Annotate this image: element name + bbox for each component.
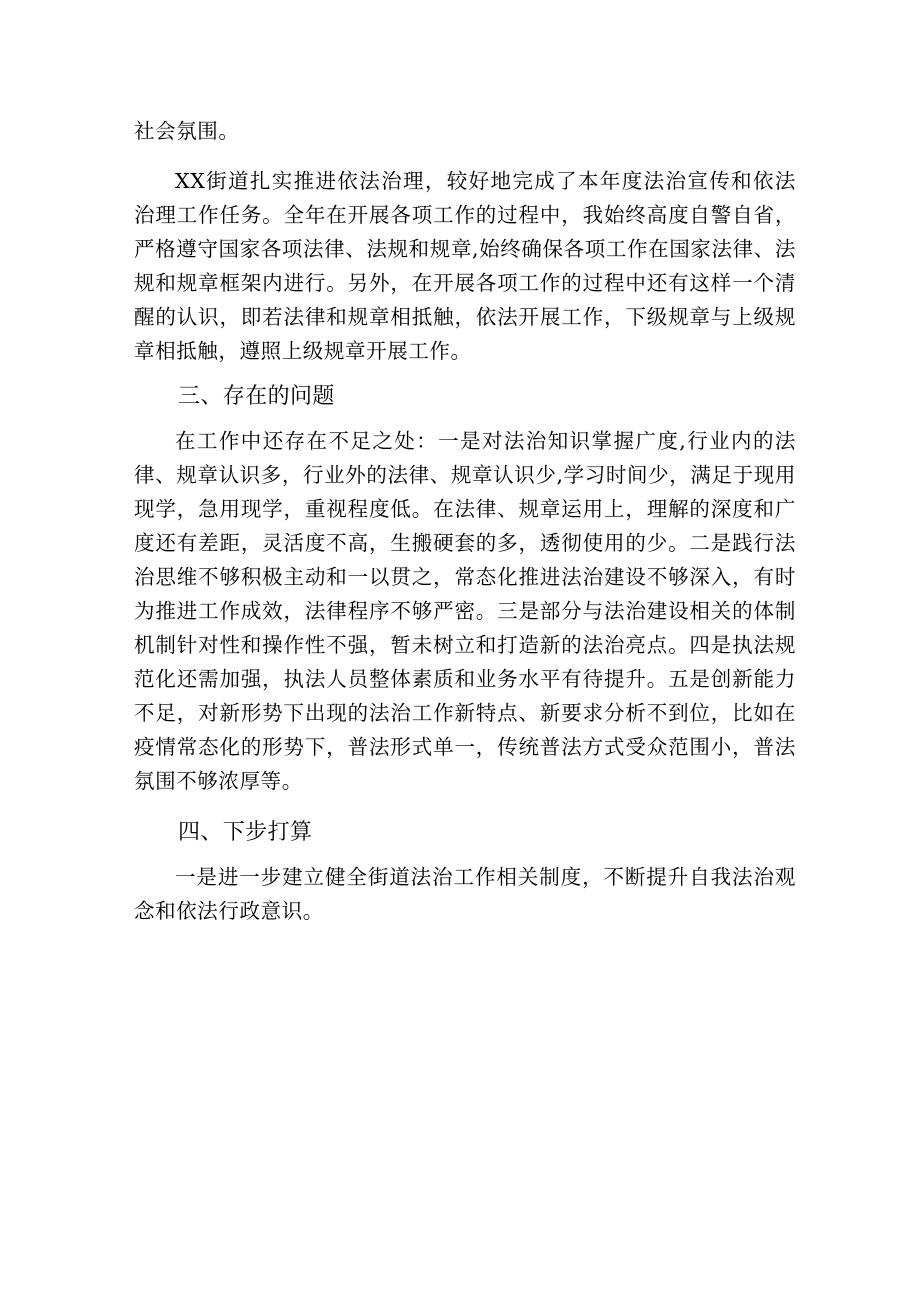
section-heading-problems: 三、存在的问题 bbox=[178, 384, 335, 409]
section-heading-next-steps: 四、下步打算 bbox=[178, 820, 313, 845]
document-body bbox=[134, 114, 796, 928]
paragraph-rule-of-law-progress: XX街道扎实推进依法治理，较好地完成了本年度法治宣传和依法治理工作任务。全年在开展各项工作的过程中，我始终高度自警自省，严格遵守国家各项法律、法规和规章,始终确保各项工作在国家法律、法规和规章框架内进行。另外，在开展各项工作的过程中还有这样一个清醒的认识，即若法律和规章相抵触，依法开展工作，下级规章与上级规章相抵触，遵照上级规章开展工作。 bbox=[134, 169, 796, 363]
paragraph-problems: 在工作中还存在不足之处：一是对法治知识掌握广度,行业内的法律、规章认识多，行业外的法律、规章认识少,学习时间少，满足于现用现学，急用现学，重视程度低。在法律、规章运用上，理解的深度和广度还有差距，灵活度不高，生搬硬套的多，透彻使用的少。二是践行法治思维不够积极主动和一以贯之，常态化推进法治建设不够深入，有时为推进工作成效，法律程序不够严密。三是部分与法治建设相关的体制机制针对性和操作性不强，暂未树立和打造新的法治亮点。四是执法规范化还需加强，执法人员整体素质和业务水平有待提升。五是创新能力不足，对新形势下出现的法治工作新特点、新要求分析不到位，比如在疫情常态化的形势下，普法形式单一，传统普法方式受众范围小，普法氛围不够浓厚等。 bbox=[134, 429, 796, 793]
paragraph-next-steps: 一是进一步建立健全街道法治工作相关制度，不断提升自我法治观念和依法行政意识。 bbox=[134, 865, 796, 923]
paragraph-continuation: 社会氛围。 bbox=[134, 119, 240, 143]
